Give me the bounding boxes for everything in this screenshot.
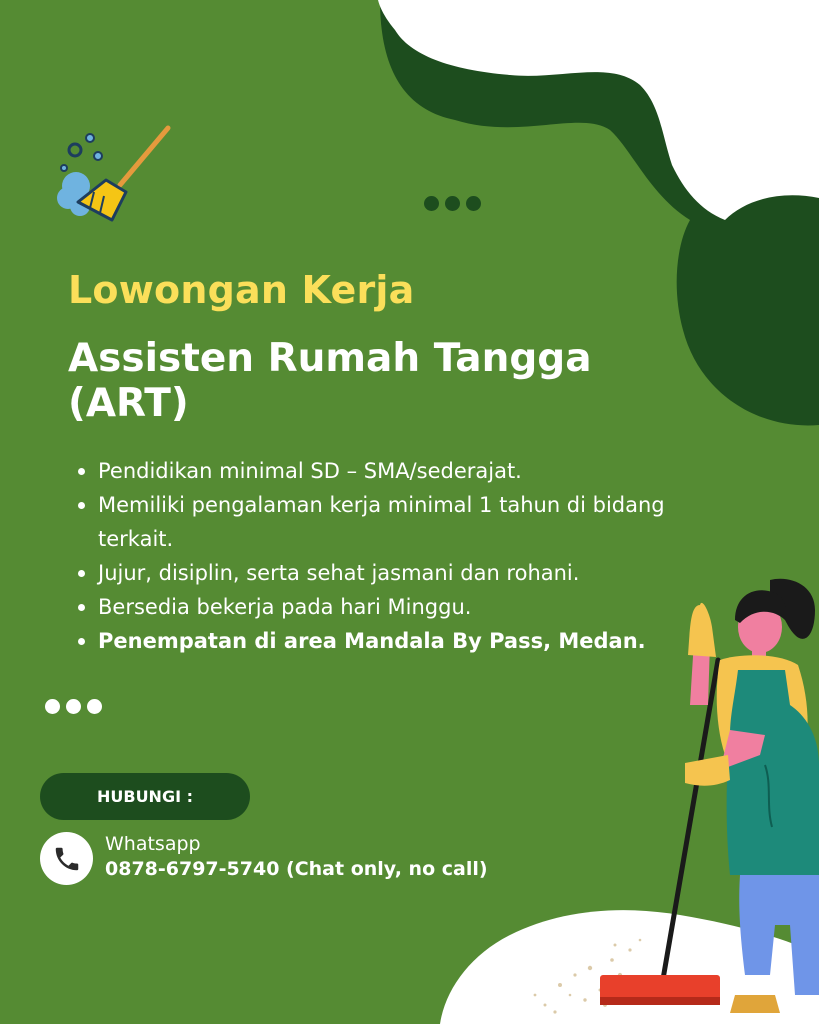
list-item: Jujur, disiplin, serta sehat jasmani dan rohani. <box>75 556 735 590</box>
contact-number[interactable]: 0878-6797-5740 (Chat only, no call) <box>105 858 488 880</box>
list-item: Pendidikan minimal SD – SMA/sederajat. <box>75 454 735 488</box>
cleaning-woman-illustration <box>590 565 819 1024</box>
phone-icon[interactable] <box>40 832 93 885</box>
list-item: Bersedia bekerja pada hari Minggu. <box>75 590 735 624</box>
list-item: Penempatan di area Mandala By Pass, Medan. <box>75 624 735 658</box>
decorative-dots-middle <box>45 699 102 714</box>
contact-heading: HUBUNGI : <box>40 773 250 820</box>
decorative-dots-top <box>424 196 481 211</box>
list-item: Memiliki pengalaman kerja minimal 1 tahun di bidang terkait. <box>75 488 735 556</box>
broom-icon <box>50 120 175 225</box>
headline: Lowongan Kerja <box>68 268 415 312</box>
contact-channel: Whatsapp <box>105 833 201 855</box>
job-title: Assisten Rumah Tangga (ART) <box>68 336 592 426</box>
